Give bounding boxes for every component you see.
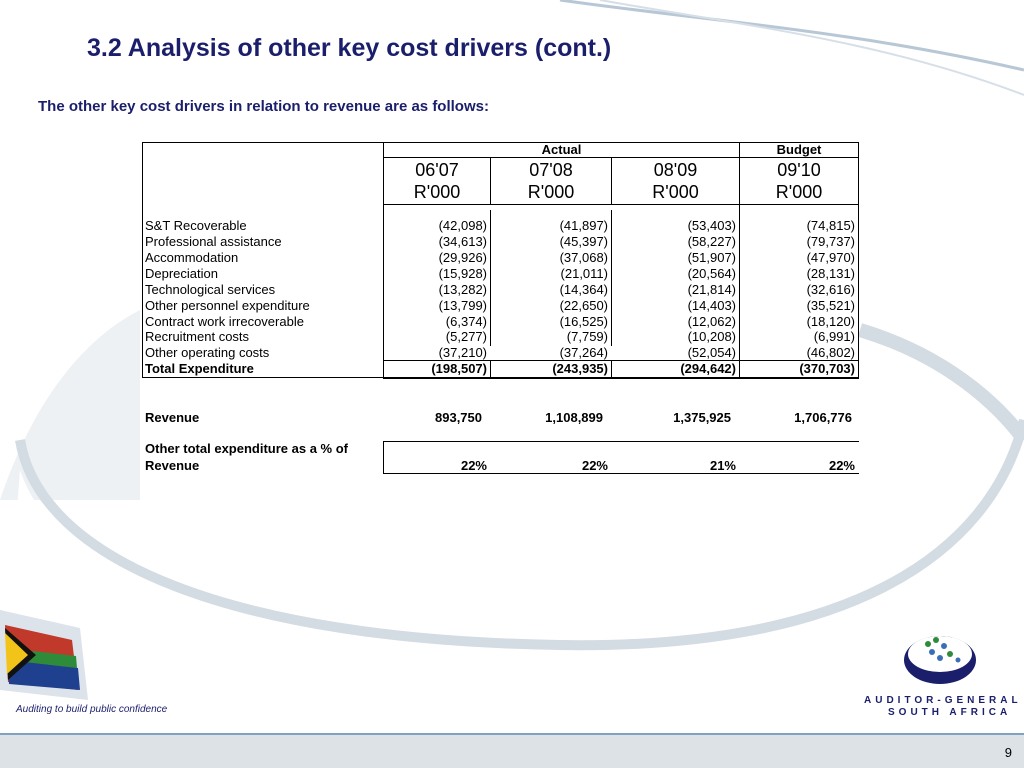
year-header-1: 07'08 [529, 160, 573, 180]
table-cell: (74,815) [806, 218, 855, 233]
pct-cell: 22% [828, 458, 855, 473]
unit-header-2: R'000 [652, 182, 699, 202]
total-cell: (243,935) [552, 361, 608, 376]
pct-cell: 22% [460, 458, 487, 473]
table-cell: (5,277) [445, 329, 487, 344]
table-cell: (53,403) [687, 218, 736, 233]
table-cell: (16,525) [559, 314, 608, 329]
table-cell: (21,011) [560, 266, 608, 281]
revenue-label: Revenue [145, 410, 200, 425]
tagline: Auditing to build public confidence [16, 704, 168, 715]
unit-header-0: R'000 [413, 182, 461, 202]
table-cell: (10,208) [687, 329, 736, 344]
row-label: Depreciation [145, 266, 218, 281]
year-header-3: 09'10 [777, 160, 821, 180]
table-cell: (29,926) [438, 250, 487, 265]
table-cell: (20,564) [687, 266, 736, 281]
table-cell: (35,521) [806, 298, 855, 313]
row-label: Professional assistance [145, 234, 282, 249]
header-actual: Actual [541, 142, 582, 157]
row-label: Accommodation [145, 250, 239, 265]
slide-title: 3.2 Analysis of other key cost drivers (cont.) [87, 34, 612, 62]
table-cell: (6,374) [445, 314, 487, 329]
row-label: Contract work irrecoverable [145, 314, 304, 329]
table-cell: (14,364) [559, 282, 608, 297]
table-border-bottom-left [142, 377, 384, 378]
col-divider-right [858, 142, 859, 378]
table-cell: (51,907) [687, 250, 736, 265]
table-cell: (41,897) [559, 218, 608, 233]
total-label: Total Expenditure [145, 361, 254, 376]
table-cell: (15,928) [438, 266, 487, 281]
table-cell: (7,759) [566, 329, 608, 344]
revenue-cell: 1,706,776 [794, 410, 852, 425]
table-cell: (37,210) [438, 345, 487, 360]
table-cell: (14,403) [687, 298, 736, 313]
total-cell: (198,507) [431, 361, 487, 376]
slide-subtitle: The other key cost drivers in relation to revenue are as follows: [38, 98, 489, 115]
table-cell: (47,970) [806, 250, 855, 265]
year-header-0: 06'07 [415, 160, 459, 180]
table-cell: (28,131) [806, 266, 855, 281]
unit-header-1: R'000 [527, 182, 575, 202]
total-cell: (370,703) [799, 361, 855, 376]
table-cell: (58,227) [687, 234, 736, 249]
pct-label-line1: Other total expenditure as a % of [145, 441, 348, 456]
table-cell: (37,264) [559, 345, 608, 360]
year-header-2: 08'09 [653, 160, 698, 180]
pct-row-top [383, 441, 859, 442]
page-number: 9 [1004, 745, 1012, 760]
row-label: Recruitment costs [145, 329, 250, 344]
logo-line1: AUDITOR-GENERAL [864, 695, 1022, 706]
logo-line2: SOUTH AFRICA [888, 707, 1012, 718]
table-cell: (79,737) [806, 234, 855, 249]
table-border-left [142, 142, 143, 378]
total-row-bottom [383, 377, 859, 379]
row-label: Other operating costs [145, 345, 270, 360]
table-cell: (34,613) [438, 234, 487, 249]
row-label: Technological services [145, 282, 276, 297]
table-cell: (46,802) [806, 345, 855, 360]
table-cell: (21,814) [687, 282, 736, 297]
table-cell: (45,397) [559, 234, 608, 249]
pct-label-line2: Revenue [145, 458, 200, 473]
table-cell: (13,282) [438, 282, 487, 297]
table-cell: (22,650) [559, 298, 608, 313]
table-cell: (6,991) [813, 329, 855, 344]
table-cell: (42,098) [438, 218, 487, 233]
table-cell: (32,616) [806, 282, 855, 297]
revenue-cell: 1,375,925 [673, 410, 731, 425]
total-cell: (294,642) [680, 361, 736, 376]
row-label: S&T Recoverable [145, 218, 247, 233]
pct-cell: 21% [709, 458, 736, 473]
table-cell: (52,054) [687, 345, 736, 360]
header-border-bottom [383, 204, 859, 205]
unit-header-3: R'000 [775, 182, 823, 202]
table-cell: (13,799) [438, 298, 487, 313]
pct-cell: 22% [581, 458, 608, 473]
table-cell: (37,068) [559, 250, 608, 265]
header-budget: Budget [776, 142, 822, 157]
table-cell: (18,120) [806, 314, 855, 329]
footer-bar [0, 733, 1024, 768]
row-label: Other personnel expenditure [145, 298, 310, 313]
table-border-top-left [142, 142, 384, 143]
revenue-cell: 1,108,899 [545, 410, 603, 425]
table-cell: (12,062) [687, 314, 736, 329]
revenue-cell: 893,750 [435, 410, 482, 425]
